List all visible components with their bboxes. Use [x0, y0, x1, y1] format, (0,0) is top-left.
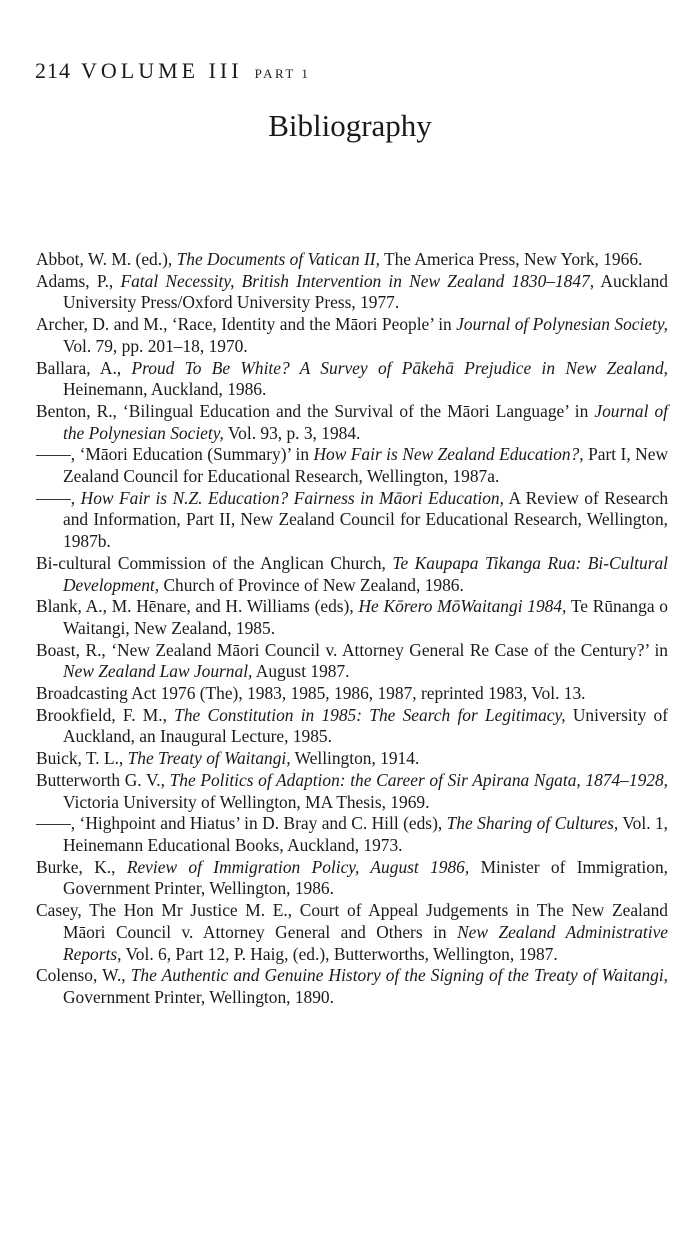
bibliography-entry [36, 271, 668, 314]
bibliography-entry [36, 770, 668, 813]
entry-text: Vol. 93, p. 3, 1984. [223, 422, 361, 443]
volume-label: VOLUME III [81, 58, 243, 83]
entry-text: Heinemann, Auckland, 1986. [63, 379, 267, 400]
entry-text: Government Printer, Wellington, 1890. [63, 986, 334, 1007]
bibliography-entry [36, 488, 668, 553]
bibliography-entry [36, 444, 668, 487]
entry-text: A Review of Research and Information, Part II, New Zealand Council for Educational Research, Wellington, 1987b. [63, 487, 669, 552]
entry-title-italic: Fatal Necessity, British Intervention in New Zealand 1830–1847, [120, 270, 595, 291]
entry-text: Wellington, 1914. [290, 748, 420, 769]
bibliography-entry [36, 965, 668, 1008]
bibliography-entry [36, 249, 668, 271]
part-label: PART 1 [254, 66, 311, 81]
page-title: Bibliography [268, 108, 432, 143]
entry-title-italic: Journal of the Polynesian Society, [63, 400, 668, 443]
entry-title-italic: Proud To Be White? A Survey of Pākehā Prejudice in New Zealand, [131, 357, 668, 378]
bibliography-entry [36, 705, 668, 748]
entry-text: Church of Province of New Zealand, 1986. [159, 574, 464, 595]
entry-text: Bi-cultural Commission of the Anglican Church, [36, 552, 393, 573]
entry-text: August 1987. [252, 661, 350, 682]
entry-text: Victoria University of Wellington, MA Thesis, 1969. [63, 791, 430, 812]
entry-title-italic: Journal of Polynesian Society, [456, 314, 668, 335]
entry-text: ——, ‘Māori Education (Summary)’ in [36, 444, 314, 465]
bibliography-entry [36, 314, 668, 357]
entry-text: Vol. 79, pp. 201–18, 1970. [63, 335, 248, 356]
running-head [35, 58, 310, 84]
entry-text: Burke, K., [36, 856, 127, 877]
bibliography-entry [36, 401, 668, 444]
bibliography-entry [36, 813, 668, 856]
entry-title-italic: The Constitution in 1985: The Search for Legitimacy, [174, 704, 566, 725]
entry-text: Blank, A., M. Hēnare, and H. Williams (eds), [36, 596, 359, 617]
bibliography-entry [36, 640, 668, 683]
entry-text: Auckland University Press/Oxford University Press, 1977. [63, 270, 668, 313]
entry-text: Vol. 1, Heinemann Educational Books, Auckland, 1973. [63, 813, 669, 855]
entry-text: Abbot, W. M. (ed.), [36, 249, 177, 269]
entry-text: Casey, The Hon Mr Justice M. E., Court of Appeal Judgements in The New Zealand Māori Council v. Attorney General and Others in [36, 900, 668, 942]
entry-text: The America Press, New York, 1966. [379, 249, 643, 269]
entry-title-italic: The Sharing of Cultures, [446, 813, 619, 834]
entry-title-italic: New Zealand Law Journal, [63, 661, 253, 682]
entry-text: Brookfield, F. M., [36, 704, 175, 725]
bibliography-list [36, 249, 668, 1009]
bibliography-entry [36, 596, 668, 639]
bibliography-entry [36, 683, 668, 705]
bibliography-entry [36, 748, 668, 770]
entry-title-italic: The Authentic and Genuine History of the Signing of the Treaty of Waitangi, [130, 965, 669, 986]
entry-text: Minister of Immigration, Government Printer, Wellington, 1986. [63, 856, 669, 899]
entry-text: Broadcasting Act 1976 (The), 1983, 1985, 1986, 1987, reprinted 1983, Vol. 13. [36, 683, 586, 704]
entry-text: Ballara, A., [36, 357, 132, 378]
entry-text: Part I, New Zealand Council for Educational Research, Wellington, 1987a. [63, 444, 668, 487]
entry-text: Benton, R., ‘Bilingual Education and the Survival of the Māori Language’ in [36, 400, 595, 421]
entry-text: Vol. 6, Part 12, P. Haig, (ed.), Butterworths, Wellington, 1987. [121, 943, 558, 964]
entry-text: Butterworth G. V., [36, 769, 170, 790]
entry-title-italic: How Fair is N.Z. Education? Fairness in Māori Education, [80, 487, 504, 508]
entry-title-italic: New Zealand Administrative Reports, [63, 921, 669, 964]
entry-text: Colenso, W., [36, 965, 131, 986]
entry-title-italic: He Kōrero MōWaitangi 1984, [358, 596, 567, 617]
bibliography-entry [36, 553, 668, 596]
entry-text: Boast, R., ‘New Zealand Māori Council v. Attorney General Re Case of the Century?’ in [36, 639, 668, 660]
page-number: 214 [35, 58, 71, 83]
bibliography-entry [36, 900, 668, 965]
entry-title-italic: Review of Immigration Policy, August 1986, [126, 856, 470, 877]
entry-title-italic: The Politics of Adaption: the Career of Sir Apirana Ngata, 1874–1928, [169, 769, 669, 790]
entry-title-italic: The Treaty of Waitangi, [127, 748, 291, 769]
entry-text: Archer, D. and M., ‘Race, Identity and the Māori People’ in [36, 314, 457, 335]
entry-text: ——, [36, 487, 81, 508]
entry-title-italic: The Documents of Vatican II, [176, 249, 380, 269]
entry-text: Te Rūnanga o Waitangi, New Zealand, 1985. [63, 596, 668, 638]
entry-text: ——, ‘Highpoint and Hiatus’ in D. Bray and C. Hill (eds), [36, 813, 447, 834]
bibliography-entry [36, 857, 668, 900]
entry-title-italic: Te Kaupapa Tikanga Rua: Bi-Cultural Development, [63, 552, 668, 595]
entry-text: Buick, T. L., [36, 748, 128, 769]
entry-text: Adams, P., [36, 270, 121, 291]
entry-title-italic: How Fair is New Zealand Education?, [313, 444, 584, 465]
entry-text: University of Auckland, an Inaugural Lecture, 1985. [63, 704, 668, 747]
bibliography-entry [36, 358, 668, 401]
